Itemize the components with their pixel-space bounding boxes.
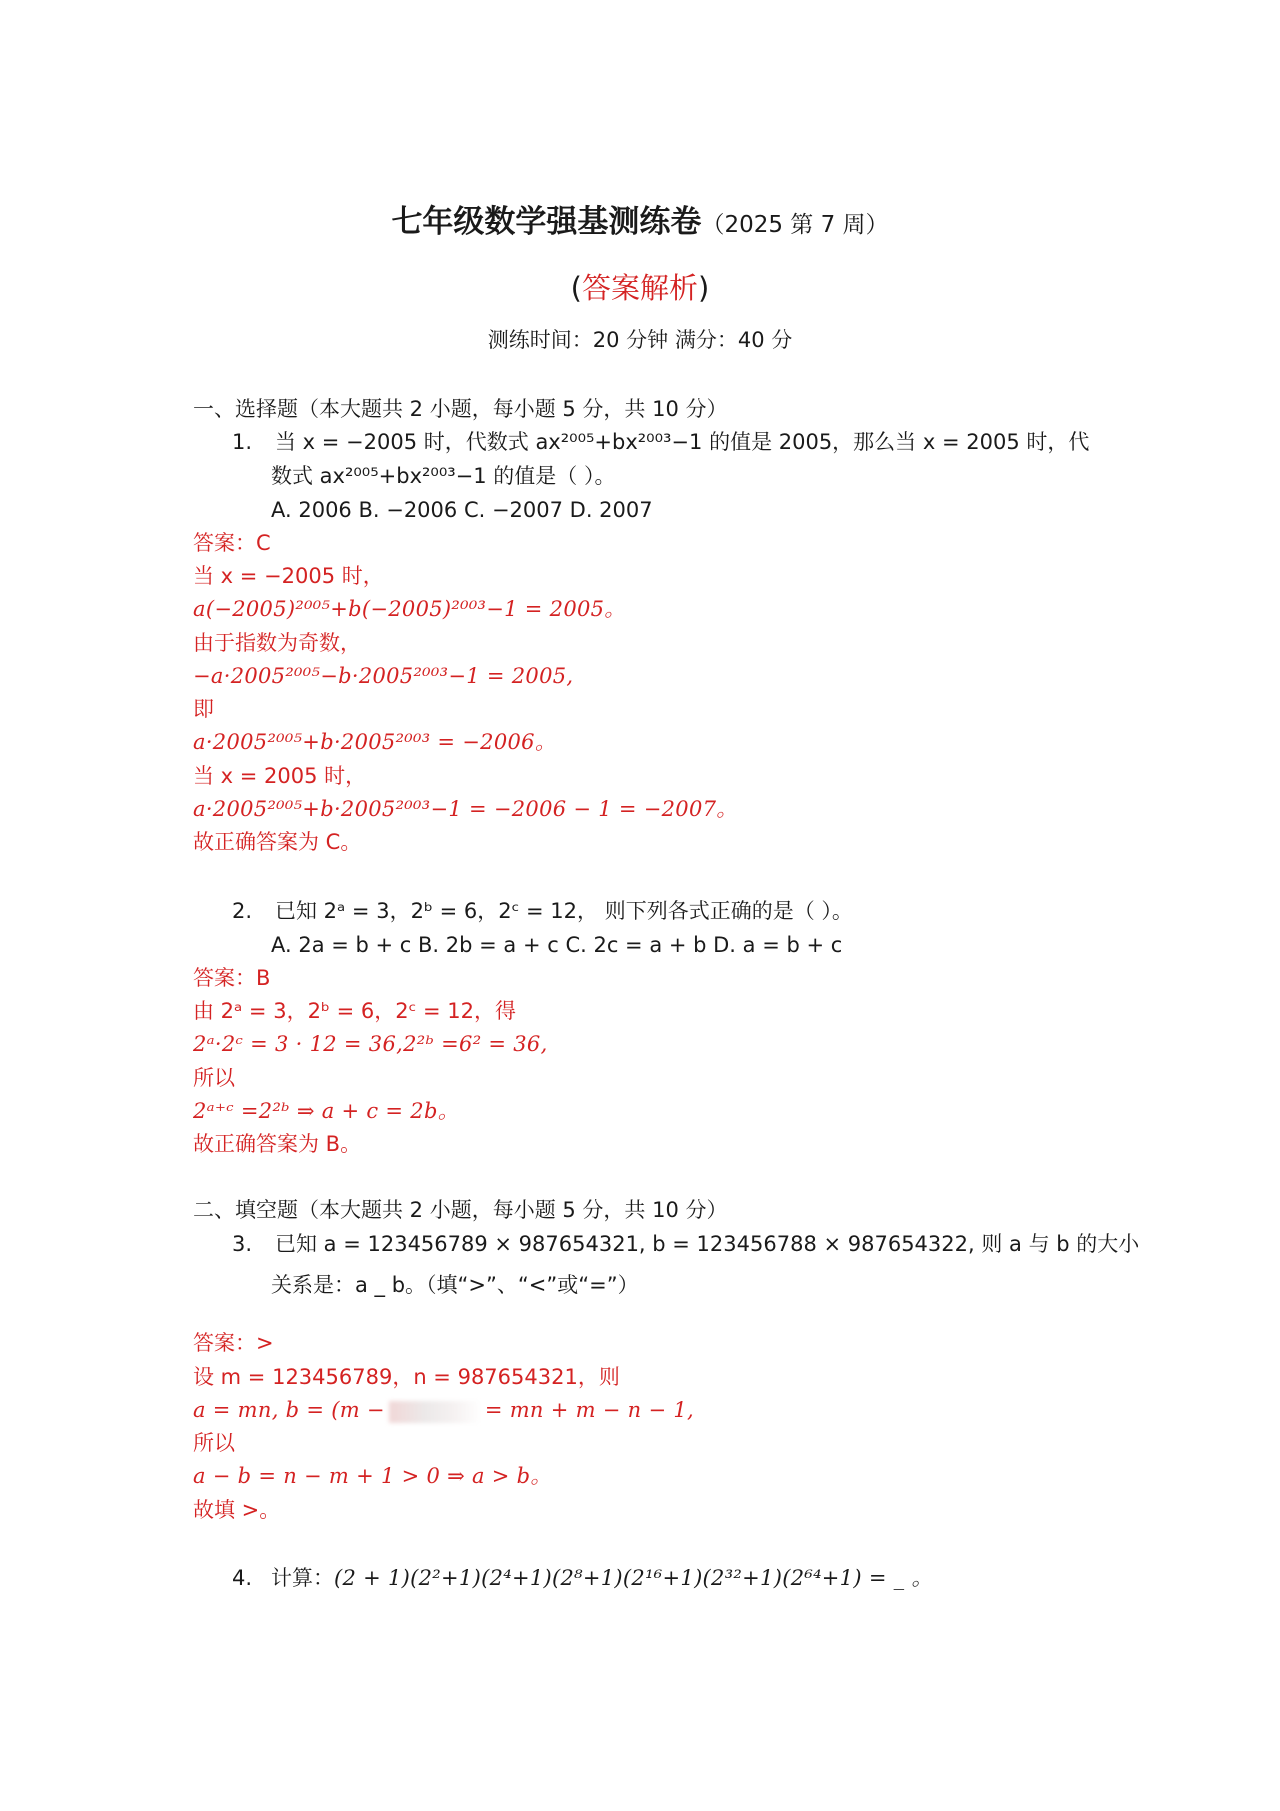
q2-step: 由 2ᵃ = 3，2ᵇ = 6，2ᶜ = 12，得 [193,999,517,1023]
q2-step: 所以 [193,1066,235,1090]
q1-step: a(−2005)²⁰⁰⁵+b(−2005)²⁰⁰³−1 = 2005。 [193,597,626,621]
q3-step: a − b = n − m + 1 > 0 ⇒ a > b。 [193,1464,552,1488]
q4-number: 4. [232,1566,253,1590]
q1-step: −a·2005²⁰⁰⁵−b·2005²⁰⁰³−1 = 2005, [193,664,574,688]
q3-answer: 答案：> [193,1331,274,1355]
q1-step: a·2005²⁰⁰⁵+b·2005²⁰⁰³ = −2006。 [193,730,557,754]
q3-number: 3. [232,1232,253,1256]
q1-step: 即 [193,697,214,721]
q2-answer: 答案：B [193,966,271,990]
q1-step: 故正确答案为 C。 [193,830,362,854]
q2-stem: 已知 2ᵃ = 3，2ᵇ = 6，2ᶜ = 12， 则下列各式正确的是（ ）。 [275,899,853,923]
subtitle-text: 答案解析 [581,271,698,305]
exam-meta: 测练时间：20 分钟 满分：40 分 [487,328,793,352]
q4-expression: (2 + 1)(2²+1)(2⁴+1)(2⁸+1)(2¹⁶+1)(2³²+1)(2⁶⁴+1) = _ 。 [334,1566,933,1590]
page-subtitle: (答案解析) [570,271,710,305]
q1-options: A. 2006 B. −2006 C. −2007 D. 2007 [271,498,653,522]
q2-options: A. 2a = b + c B. 2b = a + c C. 2c = a + b D. a = b + c [271,933,843,957]
page-title [0,202,1280,245]
section2-heading: 二、填空题（本大题共 2 小题，每小题 5 分，共 10 分） [193,1198,728,1222]
q3-step2-left: a = mn, b = (m − [193,1398,385,1422]
q3-stem-line1: 已知 a = 123456789 × 987654321, b = 123456788 × 987654322, 则 a 与 b 的大小 [275,1232,1140,1256]
q1-step: a·2005²⁰⁰⁵+b·2005²⁰⁰³−1 = −2006 − 1 = −2007。 [193,797,738,821]
q3-step: 故填 >。 [193,1498,281,1522]
q3-stem-line2: 关系是：a _ b。（填“>”、“<”或“=”） [271,1273,639,1297]
q4-stem [271,1563,933,1593]
q3-step: 所以 [193,1431,235,1455]
title-suffix: （2025 第 7 周） [701,212,889,238]
q2-step: 故正确答案为 B。 [193,1132,362,1156]
q1-stem-line2: 数式 ax²⁰⁰⁵+bx²⁰⁰³−1 的值是（ ）。 [271,464,616,488]
q2-number: 2. [232,899,253,923]
q3-step: 设 m = 123456789，n = 987654321，则 [193,1365,620,1389]
q1-step: 由于指数为奇数， [193,631,361,655]
section1-heading: 一、选择题（本大题共 2 小题，每小题 5 分，共 10 分） [193,397,728,421]
q1-step: 当 x = −2005 时， [193,564,384,588]
title-main: 七年级数学强基测练卷 [391,204,702,240]
redacted-blur [389,1401,481,1423]
q3-step2-right: = mn + m − n − 1, [484,1398,694,1422]
q1-step: 当 x = 2005 时， [193,764,367,788]
q2-step: 2ᵃ⁺ᶜ =2²ᵇ ⇒ a + c = 2b。 [193,1099,460,1123]
q3-step [193,1395,694,1425]
q1-number: 1. [232,430,253,454]
q1-answer: 答案：C [193,531,271,555]
q1-stem-line1: 当 x = −2005 时，代数式 ax²⁰⁰⁵+bx²⁰⁰³−1 的值是 2005，那么当 x = 2005 时，代 [275,430,1090,454]
q4-label: 计算： [271,1566,334,1590]
q2-step: 2ᵃ·2ᶜ = 3 · 12 = 36,2²ᵇ =6² = 36, [193,1032,548,1056]
